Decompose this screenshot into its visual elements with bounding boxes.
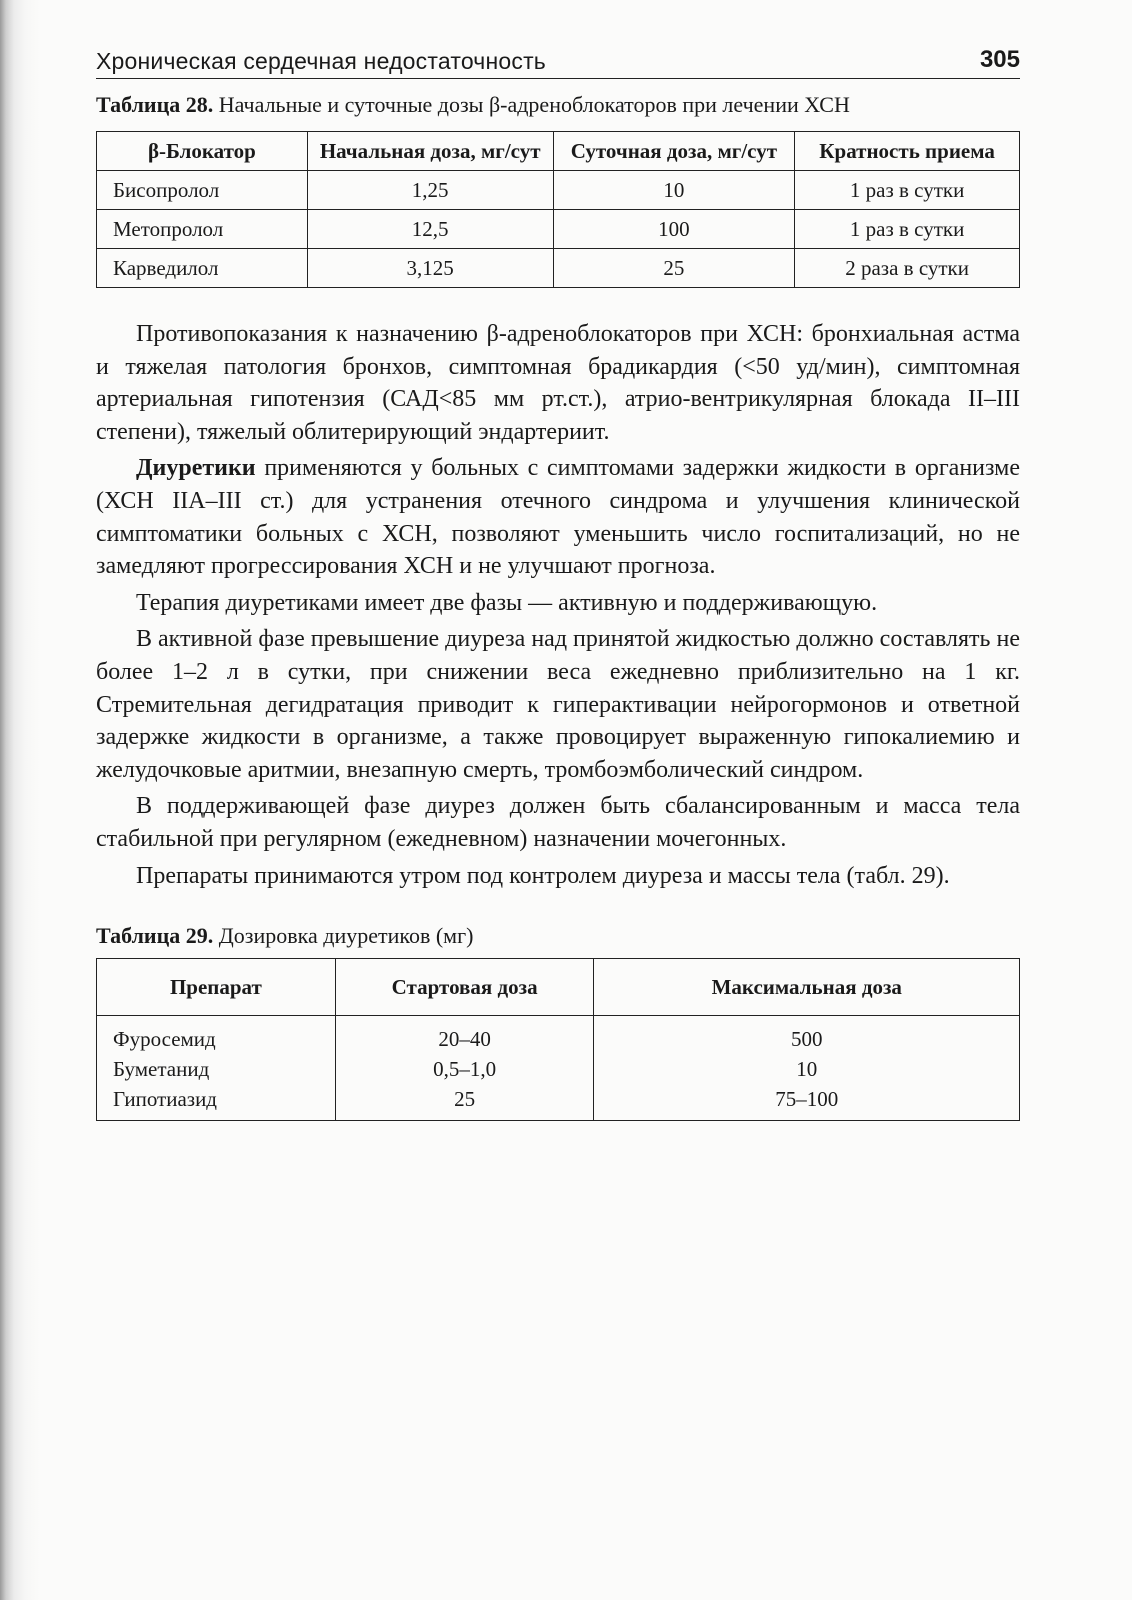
paragraph-therapy-phases: Терапия диуретиками имеет две фазы — активную и поддерживающую. bbox=[136, 589, 878, 616]
running-head bbox=[96, 48, 1020, 79]
table-cell: 2 раза в сутки bbox=[795, 249, 1020, 288]
column-header: Кратность приема bbox=[795, 132, 1020, 171]
table-cell: Буметанид bbox=[97, 1054, 336, 1084]
column-header: β-Блокатор bbox=[97, 132, 308, 171]
column-header: Начальная доза, мг/сут bbox=[307, 132, 553, 171]
table-cell: 20–40 bbox=[335, 1016, 594, 1055]
table-row bbox=[97, 1084, 1020, 1121]
paragraph-administration: Препараты принимаются утром под контролем диуреза и массы тела (табл. 29). bbox=[136, 862, 950, 889]
table-cell: 25 bbox=[553, 249, 795, 288]
column-header: Максимальная доза bbox=[594, 959, 1020, 1016]
table-cell: 10 bbox=[553, 171, 795, 210]
table-cell: 1,25 bbox=[307, 171, 553, 210]
table-cell: 10 bbox=[594, 1054, 1020, 1084]
table-29-caption-text: Дозировка диуретиков (мг) bbox=[213, 923, 474, 949]
running-title: Хроническая сердечная недостаточность bbox=[96, 48, 546, 74]
page-number: 305 bbox=[979, 46, 1020, 73]
table-28-caption bbox=[96, 91, 1020, 119]
book-page bbox=[96, 48, 1020, 1121]
table-cell: 1 раз в сутки bbox=[795, 210, 1020, 249]
table-cell: 1 раз в сутки bbox=[795, 171, 1020, 210]
table-cell: Гипотиазид bbox=[97, 1084, 336, 1121]
table-cell: 75–100 bbox=[594, 1084, 1020, 1121]
table-28 bbox=[96, 131, 1020, 288]
table-cell: 3,125 bbox=[307, 249, 553, 288]
body-text bbox=[96, 318, 1020, 892]
table-cell: 25 bbox=[335, 1084, 594, 1121]
table-row bbox=[97, 1016, 1020, 1055]
paragraph-contraindications: Противопоказания к назначению β-адреноблокаторов при ХСН: бронхиальная астма и тяжелая патология бронхов, симптомная брадикардия (<50 уд/мин), симптомная артериальная гипотензия (САД<85 мм рт.ст.), атрио-вентрикулярная блокада II–III степени), тяжелый облитерирующий эндартериит. bbox=[96, 321, 1020, 445]
paragraph-active-phase: В активной фазе превышение диуреза над принятой жидкостью должно составлять не более 1–2 л в сутки, при снижении веса ежедневно приблизительно на 1 кг. Стремительная дегидратация приводит к гиперактивации нейрогормонов и ответной задержке жидкости в организме, а также провоцирует выраженную гипокалиемию и желудочковые аритмии, внезапную смерть, тромбоэмболический синдром. bbox=[96, 626, 1020, 783]
table-cell: Метопролол bbox=[97, 210, 308, 249]
table-29-caption-label: Таблица 29. bbox=[96, 923, 214, 949]
table-row bbox=[97, 249, 1020, 288]
column-header: Суточная доза, мг/сут bbox=[553, 132, 795, 171]
table-cell: 100 bbox=[553, 210, 795, 249]
table-29 bbox=[96, 958, 1020, 1121]
table-row bbox=[97, 171, 1020, 210]
paragraph-diuretics bbox=[96, 452, 1020, 582]
table-cell: Бисопролол bbox=[97, 171, 308, 210]
table-29-caption bbox=[96, 922, 1020, 950]
book-spine-shadow bbox=[0, 0, 40, 1600]
paragraph-maintenance-phase: В поддерживающей фазе диурез должен быть сбалансированным и масса тела стабильной при регулярном (ежедневном) назначении мочегонных. bbox=[96, 793, 1020, 852]
table-row bbox=[97, 1054, 1020, 1084]
term-diuretics: Диуретики bbox=[136, 455, 256, 482]
table-cell: 0,5–1,0 bbox=[335, 1054, 594, 1084]
table-cell: Карведилол bbox=[97, 249, 308, 288]
table-cell: 500 bbox=[594, 1016, 1020, 1055]
column-header: Препарат bbox=[97, 959, 336, 1016]
table-28-caption-text: Начальные и суточные дозы β-адреноблокаторов при лечении ХСН bbox=[213, 92, 850, 117]
table-cell: Фуросемид bbox=[97, 1016, 336, 1055]
paragraph-diuretics-text: применяются у больных с симптомами задержки жидкости в организме (ХСН IIА–III ст.) для устранения отечного синдрома и улучшения клинической симптоматики больных с ХСН, позволяют уменьшить число госпитализаций, но не замедляют прогрессирования ХСН и не улучшают прогноза. bbox=[96, 455, 1020, 580]
table-header-row bbox=[97, 959, 1020, 1016]
table-row bbox=[97, 210, 1020, 249]
column-header: Стартовая доза bbox=[335, 959, 594, 1016]
table-header-row bbox=[97, 132, 1020, 171]
table-cell: 12,5 bbox=[307, 210, 553, 249]
table-28-caption-label: Таблица 28. bbox=[96, 92, 214, 117]
